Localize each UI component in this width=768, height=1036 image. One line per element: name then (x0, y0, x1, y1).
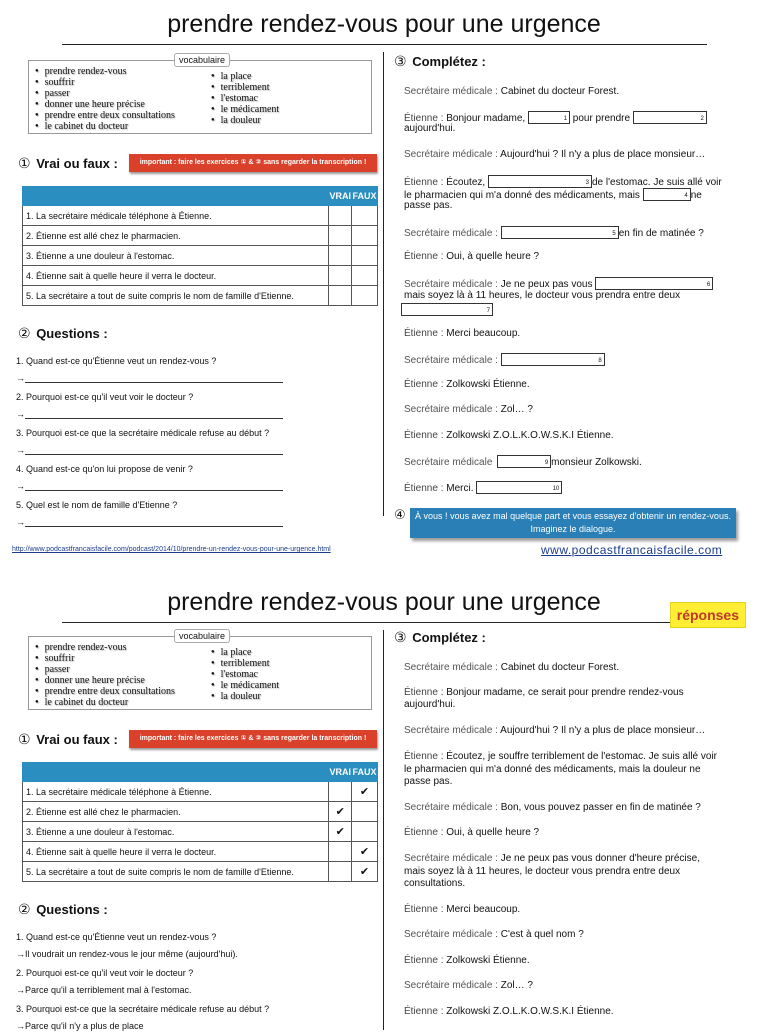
column-divider (383, 630, 384, 1030)
dialog-line: Étienne : Bonjour madame, 1 pour prendre 2 (404, 111, 744, 125)
table-row (23, 246, 378, 266)
vrai-check (329, 782, 352, 802)
vocab-item: ● donner une heure précise (35, 675, 175, 686)
section1-heading (18, 155, 118, 172)
column-divider (383, 52, 384, 516)
vocabulary-list-right (211, 71, 279, 126)
section1-title: Vrai ou faux : (36, 732, 118, 747)
statement: 4. Étienne sait à quelle heure il verra le docteur. (23, 842, 329, 862)
vocab-item: ● prendre entre deux consultations (35, 110, 175, 121)
vocab-item: ● souffrir (35, 77, 175, 88)
answer-line[interactable]: → (16, 442, 296, 460)
dialog-line: Secrétaire médicale : 8 (404, 353, 744, 367)
dialog-line: Secrétaire médicale 9 monsieur Zolkowski. (404, 457, 642, 468)
question: 2. Pourquoi est-ce qu'il veut voir le docteur ? (16, 392, 194, 402)
dialog-line: le pharmacien qui m'a donné des médicaments, mais la douleur ne (404, 764, 701, 775)
website-link[interactable]: www.podcastfrancaisfacile.com (541, 543, 723, 557)
section2-number: ② (18, 325, 31, 341)
blank-2[interactable]: 2 (633, 111, 707, 124)
vocabulary-box (28, 631, 372, 710)
vocab-item: ● le cabinet du docteur (35, 697, 175, 708)
blank-9[interactable]: 9 (497, 455, 551, 468)
statement: 3. Étienne a une douleur à l'estomac. (23, 822, 329, 842)
table-row (23, 842, 378, 862)
dialog-line: Secrétaire médicale : Aujourd'hui ? Il n'y a plus de place monsieur… (404, 149, 706, 160)
vocabulary-box (28, 55, 372, 134)
faux-check (352, 822, 378, 842)
vocabulary-list-left (35, 642, 175, 708)
dialog-line: Secrétaire médicale : Zol… ? (404, 404, 533, 415)
vocab-item: ● le cabinet du docteur (35, 121, 175, 132)
vrai-header: VRAI (329, 763, 352, 782)
vocab-item: ● donner une heure précise (35, 99, 175, 110)
statement: 5. La secrétaire a tout de suite compris le nom de famille d'Etienne. (23, 286, 329, 306)
important-banner: important : faire les exercices ① & ② sans regarder la transcription ! (129, 730, 377, 748)
faux-checkbox[interactable] (352, 206, 378, 226)
statement: 5. La secrétaire a tout de suite compris le nom de famille d'Etienne. (23, 862, 329, 882)
vrai-check (329, 842, 352, 862)
question: 4. Quand est-ce qu'on lui propose de venir ? (16, 464, 193, 474)
statement: 2. Étienne est allé chez le pharmacien. (23, 226, 329, 246)
blank-7[interactable]: 7 (401, 303, 493, 316)
table-row (23, 802, 378, 822)
dialog-line: Secrétaire médicale : Cabinet du docteur Forest. (404, 662, 620, 673)
question: 3. Pourquoi est-ce que la secrétaire médicale refuse au début ? (16, 1004, 270, 1014)
dialog-line: consultations. (404, 878, 466, 889)
section3-title: Complétez : (412, 630, 486, 645)
vocab-item: ● passer (35, 88, 175, 99)
dialog-line: Secrétaire médicale : Aujourd'hui ? Il n'y a plus de place monsieur… (404, 725, 706, 736)
dialog-line: Étienne : Bonjour madame, ce serait pour prendre rendez-vous (404, 687, 684, 698)
answer-text: →Parce qu'il n'y a plus de place (16, 1021, 144, 1031)
dialog-line: le pharmacien qui m'a donné des médicaments, mais 4 ne (404, 190, 702, 201)
lesson-url-link[interactable]: http://www.podcastfrancaisfacile.com/podcast/2014/10/prendre-un-rendez-vous-pour-une-urgence.html (12, 546, 331, 553)
important-banner: important : faire les exercices ① & ② sans regarder la transcription ! (129, 154, 377, 172)
dialog-line: Étienne : Merci beaucoup. (404, 328, 521, 339)
dialog-line: Étienne : Zolkowski Z.O.L.K.O.W.S.K.I Étienne. (404, 1006, 614, 1017)
statement-header (23, 187, 329, 206)
faux-checkbox[interactable] (352, 286, 378, 306)
table-row (23, 286, 378, 306)
dialog-line: Secrétaire médicale : Je ne peux pas vous 6 (404, 277, 744, 291)
dialog-line: mais soyez là à 11 heures, le docteur vous prendra entre deux (404, 866, 681, 877)
question: 1. Quand est-ce qu'Étienne veut un rendez-vous ? (16, 932, 217, 942)
answer-line[interactable]: → (16, 514, 296, 532)
vocab-item: ● prendre rendez-vous (35, 642, 175, 653)
dialog-line: passe pas. (404, 776, 453, 787)
vocab-item: ● la place (211, 71, 279, 82)
vrai-check (329, 862, 352, 882)
dialog-line: mais soyez là à 11 heures, le docteur vous prendra entre deux (404, 290, 681, 301)
dialog-line: Étienne : Écoutez, je souffre terriblement de l'estomac. Je suis allé voir (404, 751, 718, 762)
vocabulary-label: vocabulaire (174, 53, 230, 67)
faux-checkbox[interactable] (352, 226, 378, 246)
faux-check (352, 802, 378, 822)
faux-header: FAUX (352, 763, 378, 782)
faux-check: ✔ (352, 862, 378, 882)
vrai-checkbox[interactable] (329, 206, 352, 226)
question: 3. Pourquoi est-ce que la secrétaire médicale refuse au début ? (16, 428, 270, 438)
vocabulary-list-right (211, 647, 279, 702)
section3-heading (394, 53, 486, 70)
vrai-checkbox[interactable] (329, 226, 352, 246)
dialog-line: Secrétaire médicale : Cabinet du docteur Forest. (404, 86, 620, 97)
dialog-line: Étienne : Écoutez, 3 de l'estomac. Je suis allé voir (404, 177, 722, 188)
vocab-item: ● souffrir (35, 653, 175, 664)
table-row (23, 862, 378, 882)
section2-title: Questions : (36, 326, 108, 341)
section3-heading (394, 629, 486, 646)
dialog-line: Secrétaire médicale : Bon, vous pouvez passer en fin de matinée ? (404, 802, 701, 813)
statement: 3. Étienne a une douleur à l'estomac. (23, 246, 329, 266)
section1-number: ① (18, 155, 31, 171)
section2-title: Questions : (36, 902, 108, 917)
dialog-line: Étienne : Zolkowski Étienne. (404, 379, 530, 390)
vocab-item: ● la douleur (211, 115, 279, 126)
question: 1. Quand est-ce qu'Étienne veut un rendez-vous ? (16, 356, 217, 366)
table-header (23, 763, 378, 782)
true-false-table (22, 186, 378, 306)
faux-checkbox[interactable] (352, 246, 378, 266)
blank-8[interactable]: 8 (501, 353, 605, 366)
section4-prompt: À vous ! vous avez mal quelque part et vous essayez d'obtenir un rendez-vous. Imaginez le dialogue. (410, 508, 736, 538)
dialog-line: Secrétaire médicale : C'est à quel nom ? (404, 929, 584, 940)
vocabulary-label: vocabulaire (174, 629, 230, 643)
vocabulary-list-left (35, 66, 175, 132)
reponses-badge: réponses (670, 602, 746, 628)
section3-number: ③ (394, 53, 407, 69)
vocab-item: ● le médicament (211, 104, 279, 115)
table-header (23, 187, 378, 206)
title-underline (62, 622, 707, 623)
vrai-header: VRAI (329, 187, 352, 206)
section1-title: Vrai ou faux : (36, 156, 118, 171)
title-underline (62, 44, 707, 45)
section2-heading (18, 325, 108, 342)
vrai-check: ✔ (329, 822, 352, 842)
faux-check: ✔ (352, 842, 378, 862)
vocab-item: ● le médicament (211, 680, 279, 691)
faux-header: FAUX (352, 187, 378, 206)
answer-text: →Il voudrait un rendez-vous le jour même (aujourd'hui). (16, 949, 238, 959)
answer-line[interactable]: → (16, 406, 296, 424)
table-row (23, 226, 378, 246)
vrai-checkbox[interactable] (329, 266, 352, 286)
answers-sheet (0, 576, 768, 1031)
vrai-checkbox[interactable] (329, 246, 352, 266)
dialog-line: Secrétaire médicale : Je ne peux pas vous donner d'heure précise, (404, 853, 700, 864)
faux-check: ✔ (352, 782, 378, 802)
section3-title: Complétez : (412, 54, 486, 69)
statement: 4. Étienne sait à quelle heure il verra le docteur. (23, 266, 329, 286)
dialog-line: Secrétaire médicale : 5 en fin de matinée ? (404, 228, 704, 239)
table-row (23, 206, 378, 226)
question: 5. Quel est le nom de famille d'Etienne ? (16, 500, 178, 510)
table-row (23, 822, 378, 842)
questions-list (16, 352, 296, 532)
statement: 1. La secrétaire médicale téléphone à Étienne. (23, 782, 329, 802)
vrai-checkbox[interactable] (329, 286, 352, 306)
blank-4[interactable]: 4 (643, 188, 691, 201)
vocab-item: ● terriblement (211, 82, 279, 93)
blank-1[interactable]: 1 (528, 111, 570, 124)
dialog-line: Étienne : Zolkowski Z.O.L.K.O.W.S.K.I Étienne. (404, 430, 614, 441)
true-false-table (22, 762, 378, 882)
blank-5[interactable]: 5 (501, 226, 619, 239)
vocab-item: ● terriblement (211, 658, 279, 669)
answer-line[interactable]: → (16, 478, 296, 496)
section1-number: ① (18, 731, 31, 747)
section2-number: ② (18, 901, 31, 917)
blank-10[interactable]: 10 (476, 481, 562, 494)
statement: 2. Étienne est allé chez le pharmacien. (23, 802, 329, 822)
vocab-item: ● la douleur (211, 691, 279, 702)
page-title: prendre rendez-vous pour une urgence (167, 588, 601, 616)
dialog-line: Étienne : Oui, à quelle heure ? (404, 251, 540, 262)
question: 2. Pourquoi est-ce qu'il veut voir le docteur ? (16, 968, 194, 978)
vocab-item: ● passer (35, 664, 175, 675)
section2-heading (18, 901, 108, 918)
table-row (23, 782, 378, 802)
answer-line[interactable]: → (16, 370, 296, 388)
vocab-item: ● prendre entre deux consultations (35, 686, 175, 697)
dialog-line: Étienne : Merci. 10 (404, 481, 744, 495)
dialog-line (404, 303, 744, 317)
blank-3[interactable]: 3 (488, 175, 592, 188)
table-row (23, 266, 378, 286)
vocab-item: ● l'estomac (211, 669, 279, 680)
questions-answers-list (16, 928, 296, 1036)
faux-checkbox[interactable] (352, 266, 378, 286)
dialog-line: passe pas. (404, 200, 453, 211)
dialog-line: aujourd'hui. (404, 123, 456, 134)
vocab-item: ● prendre rendez-vous (35, 66, 175, 77)
section4-number: ④ (394, 507, 406, 522)
page-title: prendre rendez-vous pour une urgence (167, 10, 601, 38)
dialog-line: Étienne : Oui, à quelle heure ? (404, 827, 540, 838)
vocab-item: ● l'estomac (211, 93, 279, 104)
statement-header (23, 763, 329, 782)
vrai-check: ✔ (329, 802, 352, 822)
section3-number: ③ (394, 629, 407, 645)
dialog-line: aujourd'hui. (404, 699, 456, 710)
blank-6[interactable]: 6 (595, 277, 713, 290)
answer-text: →Parce qu'il a terriblement mal à l'estomac. (16, 985, 192, 995)
statement: 1. La secrétaire médicale téléphone à Étienne. (23, 206, 329, 226)
dialog-line: Étienne : Zolkowski Étienne. (404, 955, 530, 966)
dialog-line: Étienne : Merci beaucoup. (404, 904, 521, 915)
section1-heading (18, 731, 118, 748)
vocab-item: ● la place (211, 647, 279, 658)
dialog-line: Secrétaire médicale : Zol… ? (404, 980, 533, 991)
